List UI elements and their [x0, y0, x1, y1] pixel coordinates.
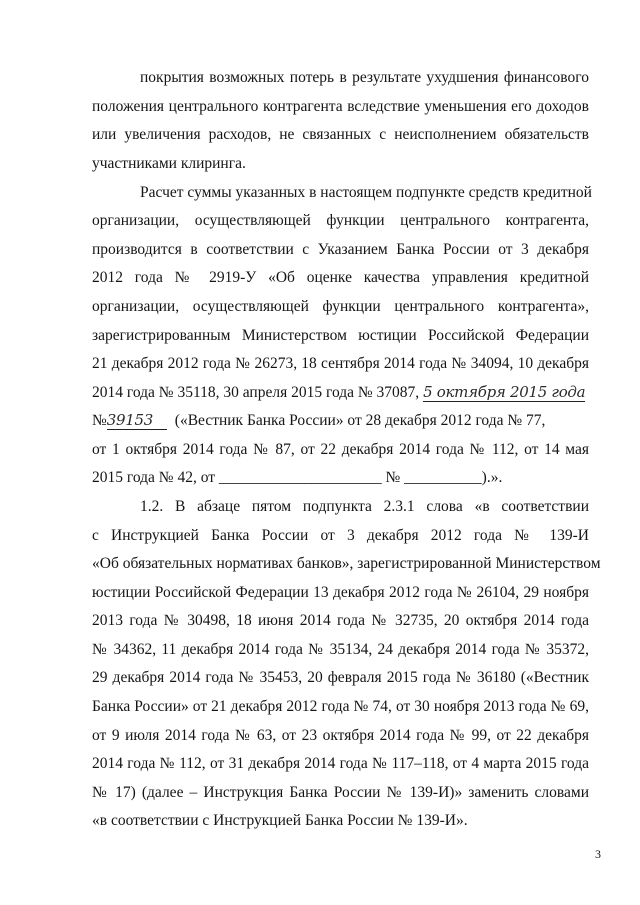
handwritten-date: 5 октября 2015 года — [423, 383, 586, 401]
text-line: 1.2. В абзаце пятом подпункта 2.3.1 слова «в соответствии — [140, 498, 589, 515]
text-segment: 2014 года № 35118, 30 апреля 2015 года № 37087, — [92, 384, 420, 401]
text-line: 2013 года № 30498, 18 июня 2014 года № 32735, 20 октября 2014 года — [92, 612, 589, 629]
text-line: 29 декабря 2014 года № 35453, 20 февраля 2015 года № 36180 («Вестник — [92, 669, 589, 686]
text-line-with-handwriting — [92, 411, 589, 431]
text-line: № 34362, 11 декабря 2014 года № 35134, 24 декабря 2014 года № 35372, — [92, 641, 589, 658]
text-line: 2014 года № 112, от 31 декабря 2014 года № 117–118, от 4 марта 2015 года — [92, 755, 589, 772]
text-line: от 1 октября 2014 года № 87, от 22 декабря 2014 года № 112, от 14 мая — [92, 441, 589, 458]
text-line: или увеличения расходов, не связанных с неисполнением обязательств — [92, 126, 589, 143]
text-line: «в соответствии с Инструкцией Банка России № 139-И». — [92, 812, 468, 829]
text-line: 2012 года № 2919-У «Об оценке качества управления кредитной — [92, 269, 589, 286]
text-line: производится в соответствии с Указанием Банка России от 3 декабря — [92, 241, 589, 258]
text-line: организации, осуществляющей функции центрального контрагента, — [92, 212, 589, 229]
text-line: Расчет суммы указанных в настоящем подпункте средств кредитной — [140, 184, 592, 201]
number-sign: № — [92, 412, 107, 429]
text-line: с Инструкцией Банка России от 3 декабря 2012 года № 139-И — [92, 527, 589, 544]
text-line: организации, осуществляющей функции центрального контрагента», — [92, 298, 589, 315]
text-line: 21 декабря 2012 года № 26273, 18 сентября 2014 года № 34094, 10 декабря — [92, 355, 589, 372]
text-segment: («Вестник Банка России» от 28 декабря 2012 года № 77, — [174, 412, 546, 429]
text-line: от 9 июля 2014 года № 63, от 23 октября 2014 года № 99, от 22 декабря — [92, 727, 589, 744]
text-line: положения центрального контрагента вследствие уменьшения его доходов — [92, 98, 589, 115]
page-number: 3 — [595, 847, 601, 861]
text-line: «Об обязательных нормативах банков», зарегистрированной Министерством — [92, 555, 601, 572]
text-line: № 17) (далее – Инструкция Банка России № 139-И)» заменить словами — [92, 784, 589, 801]
text-line: 2015 года № 42, от _____________________ № __________).». — [92, 469, 503, 486]
text-line: покрытия возможных потерь в результате ухудшения финансового — [140, 69, 589, 86]
text-line: участниками клиринга. — [92, 155, 246, 172]
text-line: зарегистрированным Министерством юстиции Российской Федерации — [92, 327, 589, 344]
handwritten-registration-number: 39153 — [107, 412, 167, 430]
text-line: Банка России» от 21 декабря 2012 года № 74, от 30 ноября 2013 года № 69, — [92, 698, 589, 715]
text-line-with-handwriting — [92, 383, 589, 403]
text-line: юстиции Российской Федерации 13 декабря 2012 года № 26104, 29 ноября — [92, 584, 589, 601]
